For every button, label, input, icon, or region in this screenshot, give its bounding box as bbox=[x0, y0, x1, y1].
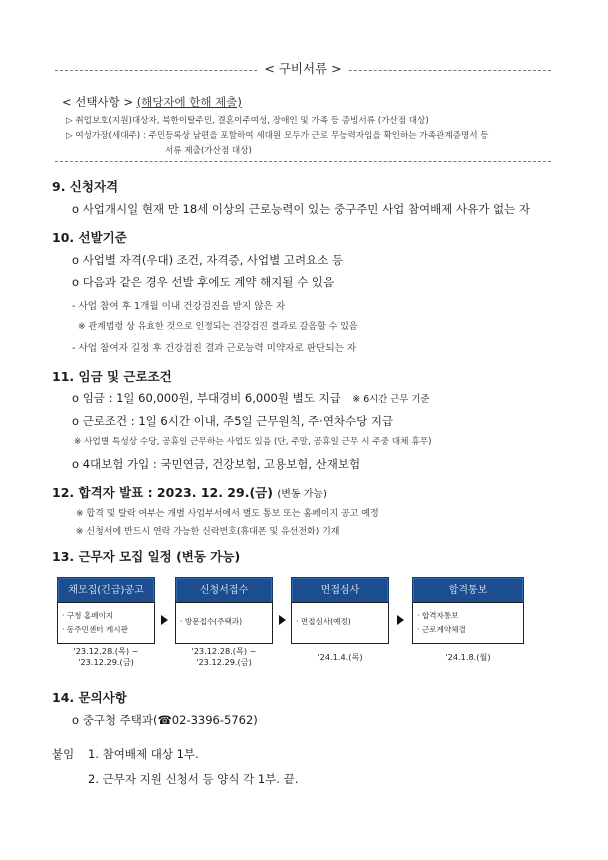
stage-1-date-start: '23.12.28.(목) ~ bbox=[73, 646, 139, 656]
work-conditions: o 근로조건 : 1일 6시간 이내, 주5일 근무원칙, 주·연차수당 지급 bbox=[72, 414, 394, 428]
section-11-heading: 11. 임금 및 근로조건 bbox=[52, 369, 172, 384]
attachment-2: 2. 근무자 지원 신청서 등 양식 각 1부. 끝. bbox=[88, 772, 299, 786]
attachment-label: 붙임 bbox=[52, 747, 75, 761]
stage-1-box bbox=[57, 602, 155, 644]
stage-1-date bbox=[57, 646, 155, 668]
section-12-note-2: ※ 신청서에 반드시 연락 가능한 신락번호(휴대폰 및 유선전화) 기재 bbox=[76, 527, 340, 537]
section-9-heading: 9. 신청자격 bbox=[52, 179, 119, 194]
flow-arrow-3 bbox=[397, 615, 404, 625]
stage-4-box bbox=[412, 602, 524, 644]
work-conditions-note: ※ 사업별 특성상 수당, 공휴일 근무하는 사업도 있음 (단, 주말, 공휴일 근무 시 주중 대체 휴무) bbox=[74, 437, 432, 447]
stage-1-line-2: · 동주민센터 게시판 bbox=[62, 625, 128, 634]
stage-3-date-value: '24.1.4.(목) bbox=[317, 652, 363, 662]
stage-1-line-1: · 구청 홈페이지 bbox=[62, 611, 114, 620]
section-14-heading: 14. 문의사항 bbox=[52, 690, 127, 705]
section-10-item-1: o 사업별 자격(우대) 조건, 자격증, 사업별 고려요소 등 bbox=[72, 253, 344, 267]
announcement-suffix: (변동 가능) bbox=[277, 489, 327, 500]
announcement-date: 12. 합격자 발표 : 2023. 12. 29.(금) bbox=[52, 485, 273, 500]
section-10-detail-1: - 사업 참여 후 1개월 이내 건강검진을 받지 않은 자 bbox=[72, 301, 286, 312]
section-14-body: o 중구청 주택과(☎02-3396-5762) bbox=[72, 713, 258, 727]
stage-2-title: 신청서접수 bbox=[175, 577, 273, 605]
doc-item-3: 서류 제출(가산점 대상) bbox=[165, 146, 252, 156]
section-10-detail-2: - 사업 참여자 길정 후 건강검진 결과 근로능력 미약자로 판단되는 자 bbox=[72, 343, 357, 354]
required-documents-title: < 구비서류 > bbox=[258, 61, 347, 76]
stage-3-line-1: · 면접심사(예정) bbox=[296, 617, 351, 626]
stage-2-date-start: '23.12.28.(목) ~ bbox=[191, 646, 257, 656]
flow-arrow-1 bbox=[161, 615, 168, 625]
stage-2-date bbox=[175, 646, 273, 668]
section-10-heading: 10. 선발기준 bbox=[52, 230, 127, 245]
section-10-item-2: o 다음과 같은 경우 선발 후에도 계약 해지될 수 있음 bbox=[72, 275, 335, 289]
stage-1-title: 채모집(긴급)공고 bbox=[57, 577, 155, 605]
section-12-note-1: ※ 합격 및 탈락 여부는 개별 사업부서에서 별도 통보 또는 홈페이지 공고 예정 bbox=[76, 509, 379, 519]
stage-3-title: 면접심사 bbox=[291, 577, 389, 605]
section-9-body: o 사업개시일 현재 만 18세 이상의 근로능력이 있는 중구주민 사업 참여배제 사유가 없는 자 bbox=[72, 202, 531, 216]
stage-4-date-value: '24.1.8.(월) bbox=[445, 652, 491, 662]
stage-4-line-1: · 합격자통보 bbox=[417, 611, 459, 620]
insurance-line: o 4대보험 가입 : 국민연금, 건강보험, 고용보험, 산재보험 bbox=[72, 457, 361, 471]
wage-text: o 임금 : 1일 60,000원, 부대경비 6,000원 별도 지급 bbox=[72, 391, 341, 405]
doc-item-1: ▷ 취업보호(지원)대상자, 북한이탈주민, 결혼이주여성, 장애인 및 가족 등 증빙서류 (가산점 대상) bbox=[66, 116, 429, 126]
stage-2-date-end: '23.12.29.(금) bbox=[196, 657, 252, 667]
selection-label: < 선택사항 > bbox=[62, 95, 134, 109]
stage-3-date bbox=[291, 652, 389, 663]
section-13-heading: 13. 근무자 모집 일정 (변동 가능) bbox=[52, 549, 241, 564]
doc-item-2: ▷ 여성가장(세대주) : 주민등록상 남편을 포함하여 세대원 모두가 근로 무능력자임을 확인하는 가족관계증명서 등 bbox=[66, 131, 489, 141]
section-10-note-1: ※ 관계법령 상 유효한 것으로 인정되는 건강검진 결과로 갈음할 수 있음 bbox=[78, 322, 358, 332]
section-12-heading bbox=[52, 483, 327, 501]
stage-3-box bbox=[291, 602, 389, 644]
stage-4-title: 합격통보 bbox=[412, 577, 524, 605]
attachment-1: 1. 참여배제 대상 1부. bbox=[88, 747, 199, 761]
selection-note: (해당자에 한해 제출) bbox=[136, 95, 242, 109]
stage-4-date bbox=[412, 652, 524, 663]
flow-arrow-2 bbox=[279, 615, 286, 625]
stage-1-date-end: '23.12.29.(금) bbox=[78, 657, 134, 667]
stage-2-box bbox=[175, 602, 273, 644]
stage-2-line-1: · 방문접수(주택과) bbox=[180, 617, 243, 626]
stage-4-line-2: · 근로계약체결 bbox=[417, 625, 466, 634]
wage-note: ※ 6시간 근무 기준 bbox=[352, 394, 430, 405]
wage-line bbox=[72, 390, 429, 406]
selection-line bbox=[62, 94, 242, 110]
